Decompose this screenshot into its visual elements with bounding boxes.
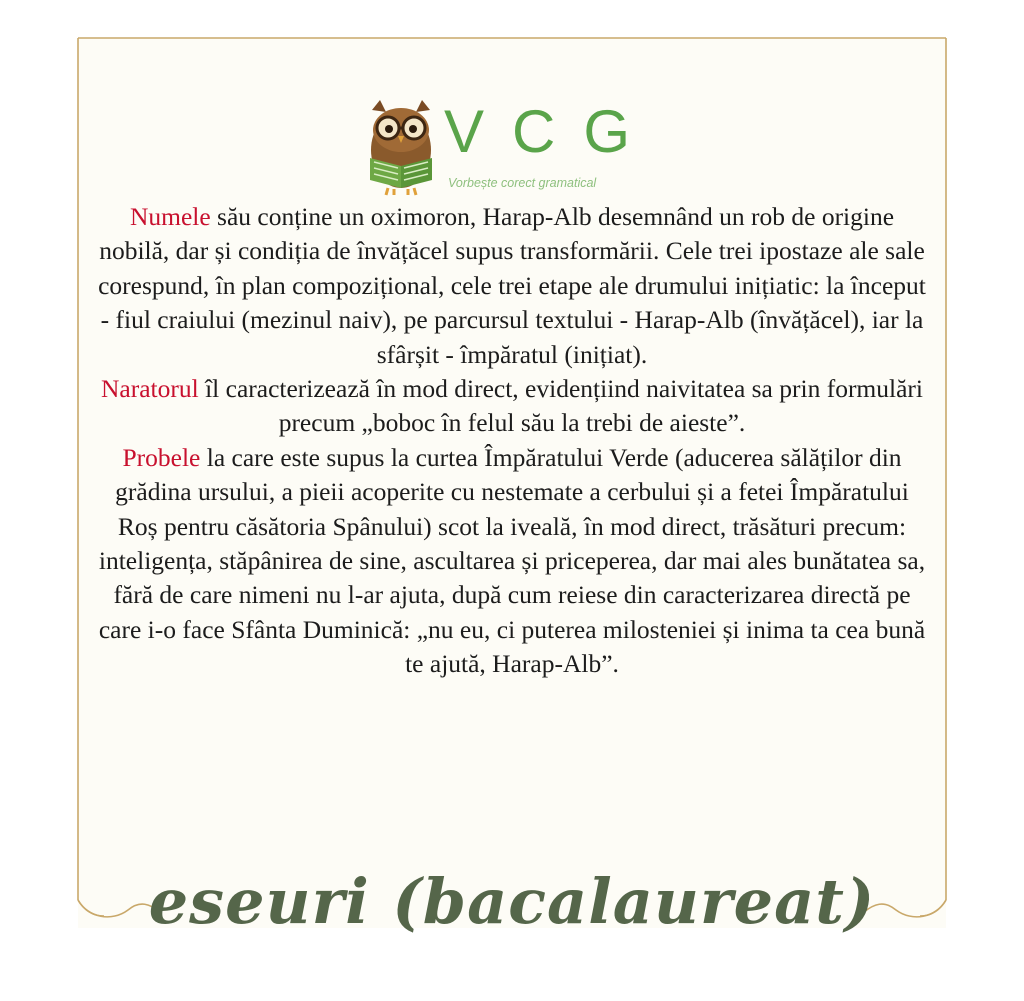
- vcg-logo: [360, 96, 660, 196]
- footer-title: eseuri (bacalaureat): [148, 865, 876, 938]
- keyword-numele: Numele: [129, 202, 211, 231]
- paragraph-trials: [96, 441, 928, 682]
- paragraph-text: la care este supus la curtea Împăratului Verde (aducerea sălăților din grădina ursului, a pieii acoperite cu nestemate a cerbului și a fetei Împăratului Roș pentru căsătoria Spânului) scot la iveală, în mod direct, trăsături precum: inteligența, stăpânirea de sine, ascultarea și priceperea, dar mai ales bunătatea sa, fără de care nimeni nu l-ar ajuta, după cum reiese din caracterizarea directă pe care i-o face Sfânta Duminică: „nu eu, ci puterea milosteniei și inima ta cea bună te ajută, Harap-Alb”.: [98, 442, 926, 679]
- paragraph-narrator: [96, 372, 928, 441]
- paragraph-name: [96, 200, 928, 372]
- paragraph-text: său conține un oximoron, Harap-Alb desemnând un rob de origine nobilă, dar și condiția de învățăcel supus transformării. Cele trei ipostaze ale sale corespund, în plan compozițional, cele trei etape ale drumului inițiatic: la început - fiul craiului (mezinul naiv), pe parcursul textului - Harap-Alb (învățăcel), iar la sfârșit - împăratul (inițiat).: [98, 202, 926, 369]
- owl-reading-book-icon: [360, 96, 442, 196]
- keyword-naratorul: Naratorul: [100, 374, 199, 404]
- logo-tagline: Vorbește corect gramatical: [448, 176, 597, 190]
- keyword-probele: Probele: [122, 442, 201, 472]
- paragraph-text: îl caracterizează în mod direct, evidențiind naivitatea sa prin formulări precum „boboc în felul său la trebi de aieste”.: [198, 374, 924, 438]
- logo-letters: VCG: [444, 98, 659, 165]
- essay-body: [96, 200, 928, 682]
